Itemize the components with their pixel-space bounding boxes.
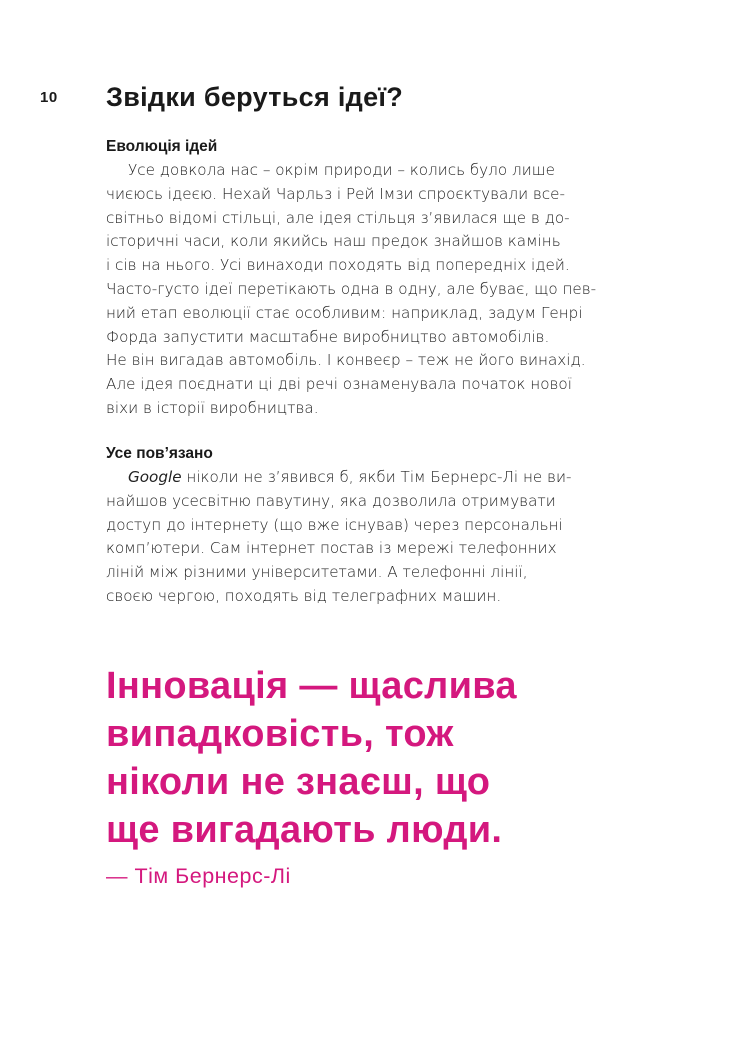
page-number: 10 [40, 89, 58, 106]
section-heading: Еволюція ідей [106, 138, 218, 155]
quote-author: — Тім Бернерс-Лі [106, 864, 291, 888]
quote-text [106, 662, 666, 854]
chapter-title: Звідки беруться ідеї? [106, 82, 404, 112]
section-heading: Усе пов’язано [106, 445, 213, 462]
section-everything-connected [106, 443, 636, 609]
paragraph [106, 466, 636, 609]
text-line: Не він вигадав автомобіль. І конвеєр – теж не його винахід. [106, 351, 586, 370]
section-evolution-of-ideas [106, 136, 636, 421]
text-line: доступ до інтернету (що вже існував) через персональні [106, 515, 563, 534]
paragraph [106, 159, 636, 421]
quote-line: Інновація — щаслива [106, 665, 517, 707]
text-line: Але ідея поєднати ці дві речі ознаменувала початок нової [106, 375, 572, 394]
text-line: комп’ютери. Сам інтернет постав із мережі телефонних [106, 539, 557, 558]
pull-quote [106, 662, 666, 890]
quote-line: ніколи не знаєш, що [106, 761, 491, 803]
text-line: світньо відомі стільці, але ідея стільця з’явилася ще в до- [106, 208, 570, 227]
text-line: своєю чергою, походять від телеграфних машин. [106, 586, 502, 605]
text-line: чиєюсь ідеєю. Нехай Чарльз і Рей Імзи спроєктували все- [106, 184, 565, 203]
text-line: ліній між різними університетами. А телефонні лінії, [106, 563, 528, 582]
text-line: Усе довкола нас – окрім природи – колись було лише [128, 161, 555, 179]
text-line: віхи в історії виробництва. [106, 398, 319, 417]
text-line: ний етап еволюції стає особливим: наприклад, задум Генрі [106, 303, 583, 322]
text-fragment: ніколи не з’явився б, якби Тім Бернерс-Лі не ви- [181, 468, 572, 486]
text-line: Часто-густо ідеї перетікають одна в одну, але буває, що пев- [106, 279, 597, 298]
text-line [106, 466, 636, 490]
google-name: Google [128, 468, 182, 486]
quote-line: випадковість, тож [106, 713, 454, 755]
text-line: найшов усесвітню павутину, яка дозволила отримувати [106, 491, 556, 510]
text-line: Форда запустити масштабне виробництво автомобілів. [106, 327, 550, 346]
quote-line: ще вигадають люди. [106, 809, 503, 851]
text-line: і сів на нього. Усі винаходи походять від попередніх ідей. [106, 256, 570, 275]
text-line: історичні часи, коли якийсь наш предок знайшов камінь [106, 232, 561, 251]
